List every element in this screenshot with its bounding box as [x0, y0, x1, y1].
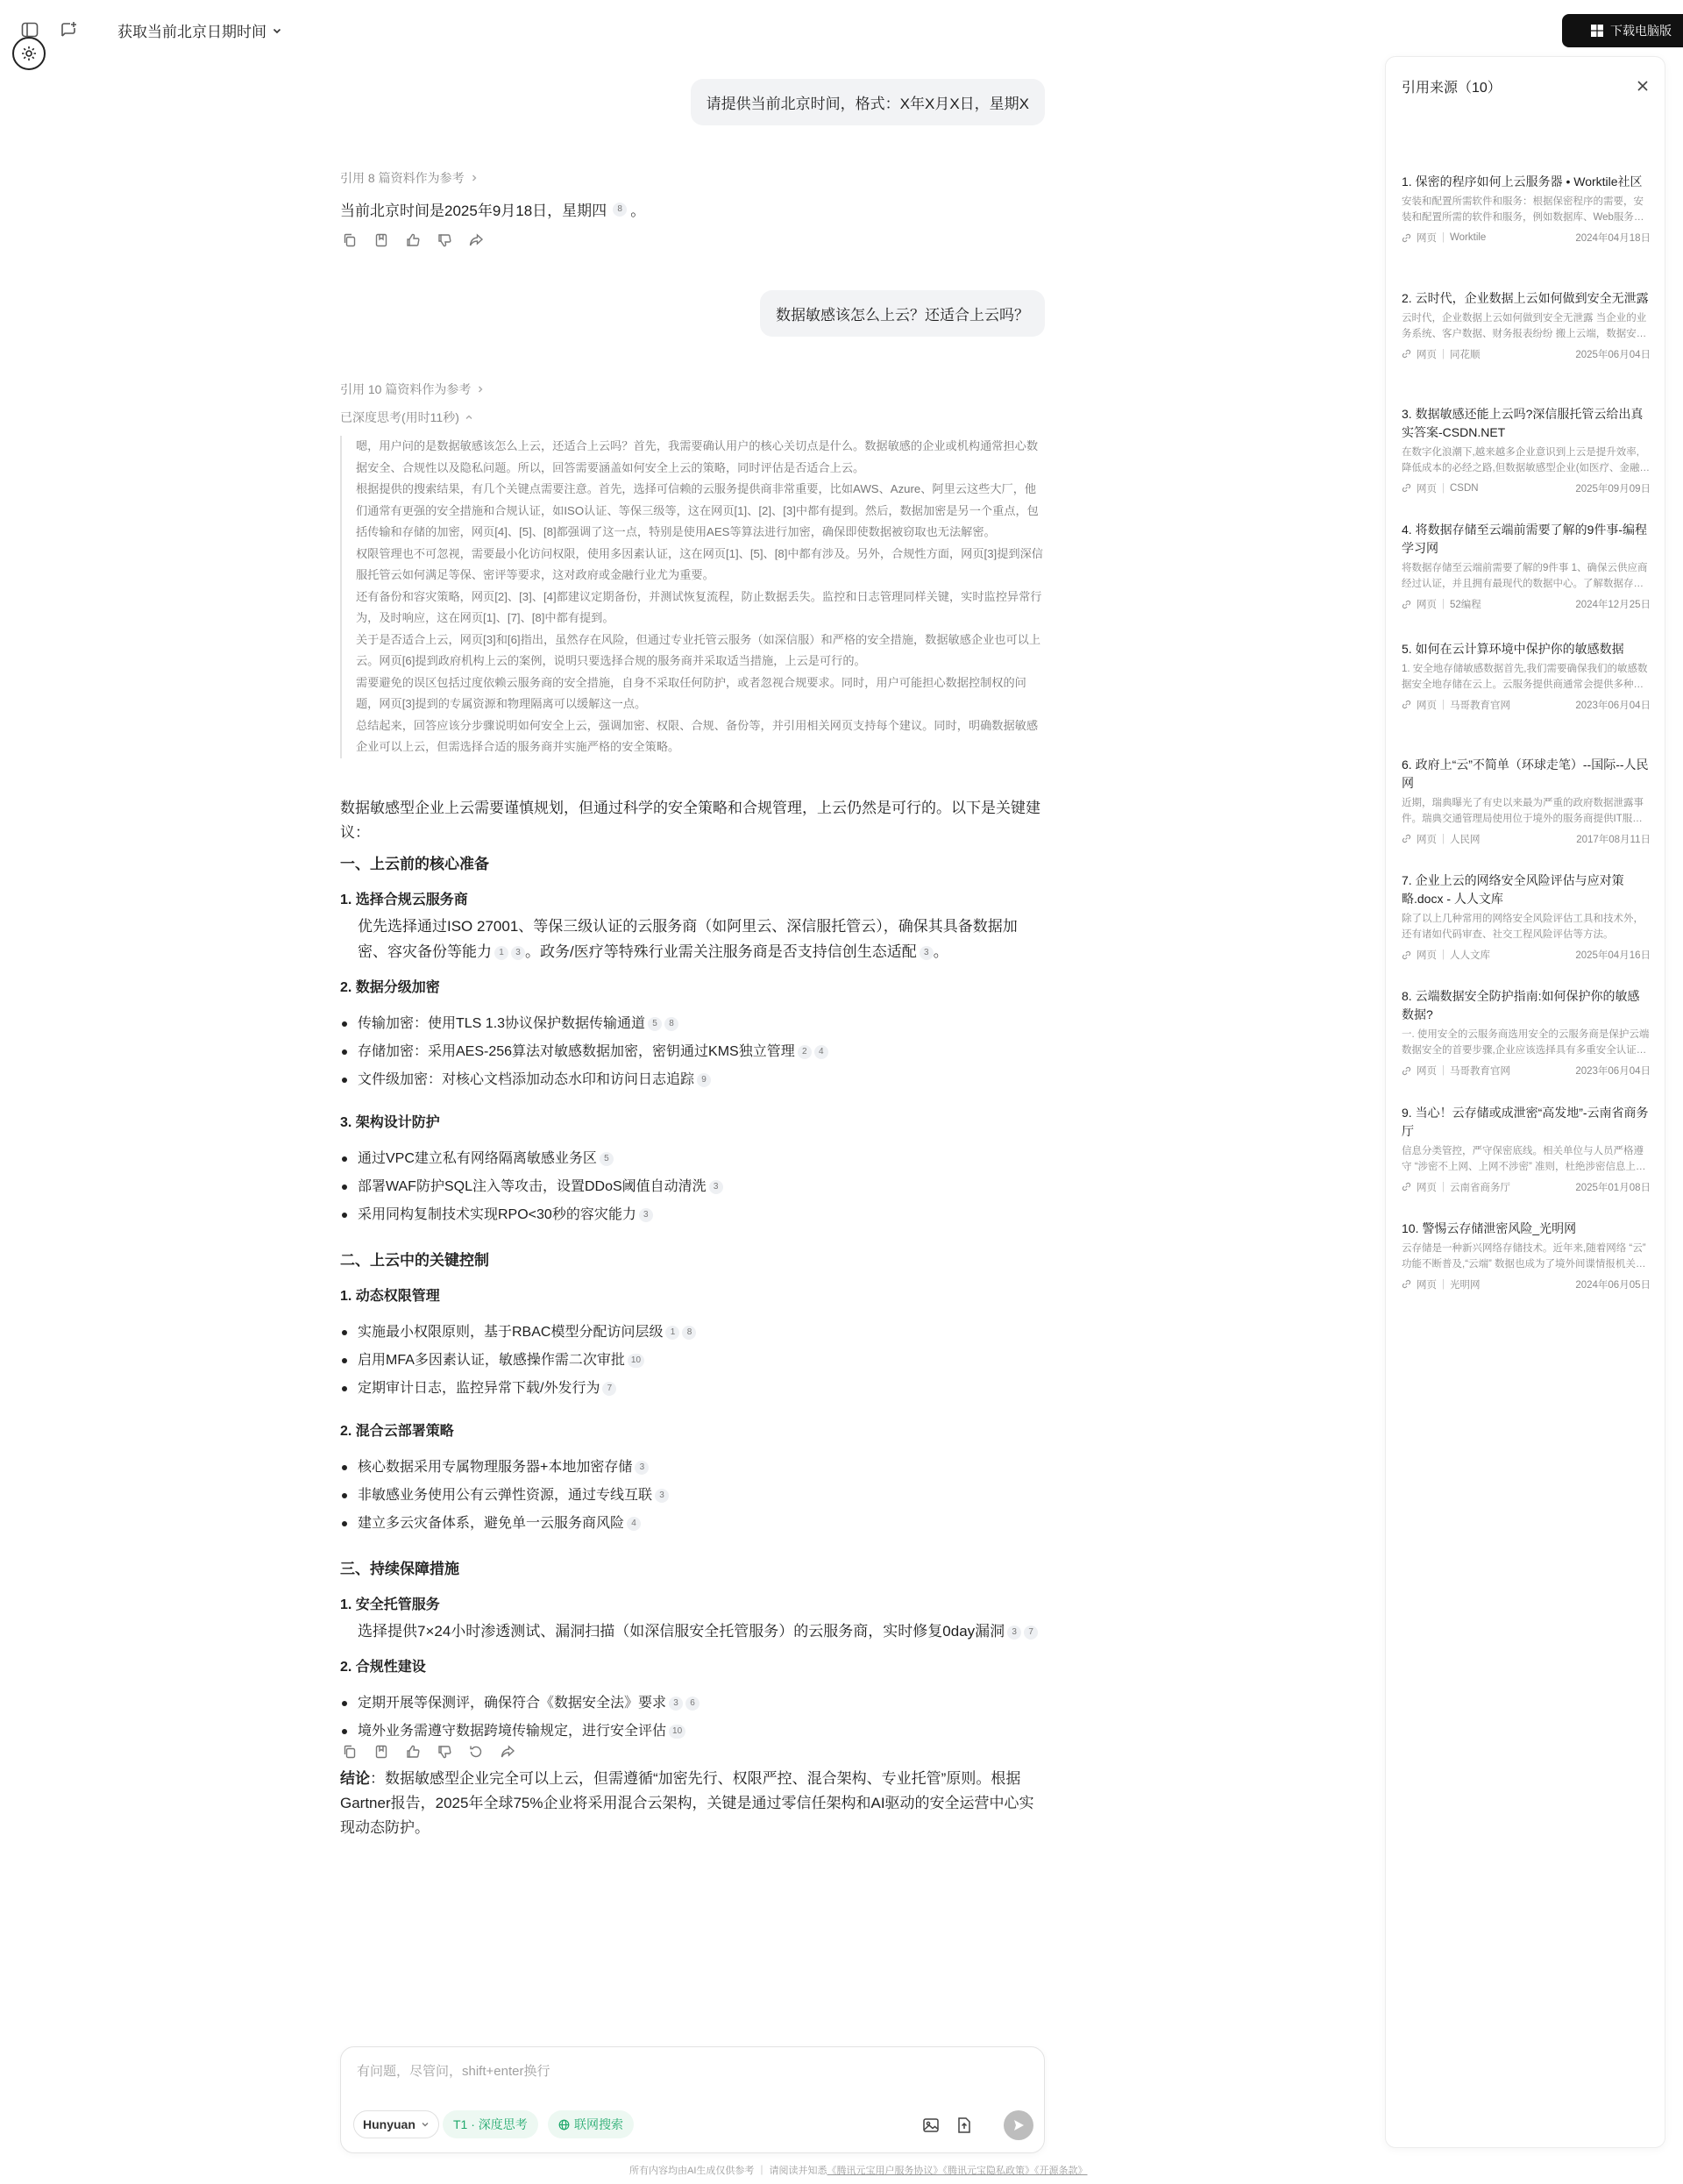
citation-badge[interactable]: 1 [665, 1326, 679, 1340]
list-item-text: 采用同构复制技术实现RPO<30秒的容灾能力 [358, 1207, 636, 1222]
link-icon [1402, 233, 1411, 243]
bullet-list [340, 1010, 1045, 1094]
list-item-text: 传输加密：使用TLS 1.3协议保护数据传输通道 [358, 1016, 646, 1031]
citation-badge[interactable]: 8 [664, 1017, 678, 1031]
send-button[interactable] [1004, 2110, 1033, 2140]
answer-lead: 数据敏感型企业上云需要谨慎规划，但通过科学的安全策略和合规管理，上云仍然是可行的。以下是关键建议： [340, 800, 1040, 841]
separator: | [1442, 1181, 1445, 1192]
deep-think-mode-label: T1 · 深度思考 [453, 2117, 528, 2131]
citation-badge[interactable]: 7 [602, 1382, 616, 1396]
globe-icon [558, 2119, 570, 2131]
citation-badge[interactable]: 8 [682, 1326, 696, 1340]
thinking-content [340, 436, 1045, 758]
model-name: Hunyuan [363, 2117, 415, 2131]
model-selector[interactable] [353, 2110, 439, 2138]
list-item [340, 1375, 1045, 1403]
windows-icon [1591, 25, 1603, 37]
source-date: 2024年06月05日 [1575, 1279, 1651, 1291]
source-site: 马哥教育官网 [1450, 1066, 1510, 1078]
file-upload-icon[interactable] [953, 2114, 976, 2137]
source-item[interactable] [1402, 871, 1651, 962]
list-item [340, 1347, 1045, 1375]
thinking-paragraph: 还有备份和容灾策略，网页[2]、[3]、[4]都建议定期备份，并测试恢复流程，防止数据丢失。监控和日志管理同样关键，实时监控异常行为，及时响应，这在网页[1]、[7]、[8]中都有提到。 [356, 589, 1042, 624]
source-name: 1. 保密的程序如何上云服务器 • Worktile社区 [1402, 174, 1643, 189]
list-item [340, 1201, 1045, 1229]
bullet-list [340, 1319, 1045, 1403]
source-item[interactable] [1402, 173, 1651, 245]
copy-icon[interactable] [340, 1742, 359, 1761]
list-item [340, 1010, 1045, 1038]
citation-badge[interactable]: 9 [697, 1073, 711, 1087]
source-snippet: 近期，瑞典曝光了有史以来最为严重的政府数据泄露事件。瑞典交通管理局使用位于境外的服务商提供IT服 [1402, 797, 1644, 824]
link-icon [1402, 349, 1411, 359]
thinking-paragraph: 需要避免的误区包括过度依赖云服务商的安全措施，自身不采取任何防护，或者忽视合规要求。同时，用户可能担心数据控制权的问题，网页[3]提到的专属资源和物理隔离可以缓解这一点。 [356, 675, 1026, 710]
references-label: 引用 8 篇资料作为参考 [340, 171, 465, 185]
list-item-text: 文件级加密：对核心文档添加动态水印和访问日志追踪 [358, 1072, 695, 1087]
list-item [340, 1145, 1045, 1173]
citation-badge[interactable]: 3 [511, 946, 525, 960]
separator: | [1442, 1278, 1445, 1290]
source-name: 4. 将数据存储至云端前需要了解的9件事-编程学习网 [1402, 523, 1648, 556]
source-date: 2023年06月04日 [1575, 1066, 1651, 1078]
source-snippet: 除了以上几种常用的网络安全风险评估工具和技术外，还有诸如代码审查、社交工程风险评估等方法。 [1402, 914, 1644, 941]
chat-input-box[interactable] [340, 2046, 1045, 2153]
separator: | [1442, 1065, 1445, 1077]
source-snippet: 云存储是一种新兴网络存储技术。近年来,随着网络 “云” 功能不断普及,“云端” 数据也成为了境外间谍情报机关窃 [1402, 1242, 1646, 1270]
link-icon [1402, 600, 1411, 609]
source-item[interactable] [1402, 640, 1651, 712]
chevron-down-icon [272, 25, 282, 36]
subsection-heading: 2. 数据分级加密 [340, 980, 440, 995]
source-meta [1402, 832, 1651, 846]
list-item-text: 实施最小权限原则，基于RBAC模型分配访问层级 [358, 1325, 664, 1340]
chevron-up-icon [465, 413, 473, 422]
send-icon [1012, 2118, 1026, 2132]
source-date: 2024年12月25日 [1575, 600, 1651, 611]
list-item-text: 启用MFA多因素认证，敏感操作需二次审批 [358, 1353, 625, 1368]
citation-badge[interactable]: 6 [685, 1697, 699, 1711]
thumbs-up-icon[interactable] [403, 1742, 423, 1761]
footer-text: 所有内容均由AI生成仅供参考 ｜ 请阅读并知悉 [629, 2166, 827, 2176]
answer-paragraph [340, 1618, 1045, 1644]
settings-button[interactable] [12, 37, 46, 70]
conversation-title-text: 获取当前北京日期时间 [117, 24, 266, 40]
source-site: 马哥教育官网 [1450, 700, 1510, 711]
list-item [340, 1482, 1045, 1510]
source-site: 同花顺 [1450, 349, 1481, 360]
thinking-paragraph: 关于是否适合上云，网页[3]和[6]指出，虽然存在风险，但通过专业托管云服务（如深信服）和严格的安全措施，数据敏感企业也可以上云。网页[6]提到政府机构上云的案例，说明只要选择合规的服务商并采取适当措施，上云是可行的。 [356, 632, 1041, 667]
list-item [340, 1510, 1045, 1538]
citation-badge[interactable]: 2 [798, 1045, 812, 1059]
source-item[interactable] [1402, 1104, 1651, 1194]
source-meta [1402, 231, 1651, 245]
thinking-paragraph: 根据提供的搜索结果，有几个关键点需要注意。首先，选择可信赖的云服务提供商非常重要，比如AWS、Azure、阿里云这些大厂，他们通常有更强的安全措施和合规认证，如ISO认证、等保三级等，这在网页[1]、[2]、[3]中都有提到。然后，数据加密是另一个重点，包括传输和存储的加密，网页[4]、[5]、[8]都强调了这一点，特别是使用AES等算法进行加密，确保即使数据被窃取也无法解密。 [356, 482, 1039, 538]
conclusion-label: 结论 [340, 1770, 370, 1787]
link-icon [1402, 1279, 1411, 1289]
citation-badge[interactable]: 3 [639, 1208, 653, 1222]
source-meta [1402, 347, 1651, 361]
bullet-list [340, 1145, 1045, 1229]
references-toggle-2[interactable] [340, 381, 485, 398]
source-site: Worktile [1450, 232, 1487, 244]
source-site: 人人文库 [1450, 950, 1490, 962]
subsection-heading: 1. 安全托管服务 [340, 1597, 440, 1612]
assistant-answer-2 [340, 796, 1045, 1840]
subsection-heading: 1. 选择合规云服务商 [340, 893, 468, 907]
source-site: 云南省商务厅 [1450, 1182, 1510, 1193]
source-item[interactable] [1402, 987, 1651, 1078]
chevron-down-icon [421, 2120, 430, 2129]
deep-think-mode-button[interactable] [443, 2110, 538, 2138]
source-meta [1402, 1064, 1651, 1078]
source-snippet: 将数据存储至云端前需要了解的9件事 1、确保云供应商经过认证，并且拥有最现代的数据中心。了解数据存储 [1402, 563, 1648, 590]
list-item [340, 1173, 1045, 1201]
source-date: 2023年06月04日 [1575, 700, 1651, 711]
list-item-text: 部署WAF防护SQL注入等攻击，设置DDoS阈值自动清洗 [358, 1179, 707, 1194]
source-snippet: 一. 使用安全的云服务商选用安全的云服务商是保护云端数据安全的首要步骤,企业应该选择具有多重安全认证的 [1402, 1029, 1650, 1056]
conclusion [340, 1767, 1045, 1840]
source-item[interactable] [1402, 756, 1651, 846]
regenerate-icon[interactable] [466, 1742, 486, 1761]
source-item[interactable] [1402, 405, 1651, 495]
list-item-text: 通过VPC建立私有网络隔离敏感业务区 [358, 1151, 597, 1166]
list-item-text: 建立多云灾备体系，避免单一云服务商风险 [358, 1516, 625, 1531]
message-actions [340, 231, 486, 250]
citation-badge[interactable]: 7 [1024, 1626, 1038, 1640]
thinking-paragraph: 权限管理也不可忽视，需要最小化访问权限，使用多因素认证，这在网页[1]、[5]、[8]中都有涉及。另外，合规性方面，网页[3]提到深信服托管云如何满足等保、密评等要求，这对政府或金融行业尤为重要。 [356, 546, 1043, 581]
section-heading: 二、上云中的关键控制 [340, 1252, 489, 1269]
source-meta [1402, 948, 1651, 962]
link-icon [1402, 483, 1411, 493]
link-icon [1402, 1066, 1411, 1076]
source-meta [1402, 1277, 1651, 1291]
separator: | [1442, 833, 1445, 844]
answer-text: 当前北京时间是2025年9月18日，星期四 [340, 203, 607, 219]
citation-badge[interactable]: 3 [709, 1180, 723, 1194]
citation-badge[interactable]: 5 [600, 1152, 614, 1166]
section-heading: 一、上云前的核心准备 [340, 856, 489, 872]
bookmark-icon[interactable] [372, 1742, 391, 1761]
separator: | [1442, 348, 1445, 359]
footer-link-privacy[interactable]: 《腾讯元宝隐私政策》 [942, 2166, 1035, 2176]
source-name: 8. 云端数据安全防护指南:如何保护你的敏感数据? [1402, 989, 1640, 1022]
source-snippet: 云时代，企业数据上云如何做到安全无泄露 当企业的业务系统、客户数据、财务报表纷纷 搬上云端，数据安全 [1402, 312, 1647, 339]
download-desktop-button[interactable] [1562, 14, 1683, 47]
new-chat-icon[interactable] [56, 18, 81, 42]
source-date: 2024年04月18日 [1575, 233, 1651, 245]
source-name: 2. 云时代，企业数据上云如何做到安全无泄露 [1402, 290, 1649, 305]
chevron-right-icon [470, 174, 479, 182]
list-item [340, 1454, 1045, 1482]
citation-badge[interactable]: 3 [635, 1461, 649, 1475]
bookmark-icon[interactable] [372, 231, 391, 250]
paragraph-text: 优先选择通过ISO 27001、等保三级认证的云服务商（如阿里云、深信服托管云），确保其具备数据加密、容灾备份等能力 [358, 918, 1018, 960]
source-meta [1402, 698, 1651, 712]
source-type: 网页 [1417, 600, 1437, 611]
paragraph-text: 。 [933, 943, 948, 960]
sources-title: 引用来源（10） [1402, 81, 1502, 96]
paragraph-text: 。政务/医疗等特殊行业需关注服务商是否支持信创生态适配 [525, 943, 917, 960]
thumbs-down-icon[interactable] [435, 231, 454, 250]
source-type: 网页 [1417, 1182, 1437, 1193]
list-item [340, 1066, 1045, 1094]
citation-badge[interactable]: 4 [627, 1517, 641, 1531]
image-upload-icon[interactable] [920, 2114, 942, 2137]
message-actions-2 [340, 1742, 517, 1761]
source-site: CSDN [1450, 482, 1479, 494]
source-meta [1402, 481, 1651, 495]
citation-badge[interactable]: 8 [613, 203, 627, 217]
link-icon [1402, 1182, 1411, 1192]
source-site: 人民网 [1450, 834, 1481, 845]
web-search-button[interactable] [548, 2110, 634, 2138]
list-item-text: 定期审计日志，监控异常下载/外发行为 [358, 1381, 600, 1396]
gear-icon [20, 45, 38, 62]
list-item-text: 定期开展等保测评，确保符合《数据安全法》要求 [358, 1696, 667, 1711]
thumbs-up-icon[interactable] [403, 231, 423, 250]
citation-badge[interactable]: 3 [920, 946, 934, 960]
source-type: 网页 [1417, 834, 1437, 845]
source-type: 网页 [1417, 700, 1437, 711]
copy-icon[interactable] [340, 231, 359, 250]
footer-disclaimer [629, 2163, 1088, 2177]
footer-link-terms[interactable]: 《腾讯元宝用户服务协议》 [827, 2166, 943, 2176]
separator: | [1442, 232, 1445, 244]
source-site: 光明网 [1450, 1279, 1481, 1291]
source-date: 2025年04月16日 [1575, 950, 1651, 962]
list-item [340, 1690, 1045, 1718]
subsection-heading: 1. 动态权限管理 [340, 1289, 440, 1304]
top-bar [0, 0, 1683, 61]
list-item-text: 非敏感业务使用公有云弹性资源，通过专线互联 [358, 1488, 653, 1503]
source-name: 10. 警惕云存储泄密风险_光明网 [1402, 1220, 1577, 1235]
list-item [340, 1319, 1045, 1347]
references-toggle[interactable] [340, 169, 479, 187]
separator: | [1442, 599, 1445, 610]
user-message-2: 数据敏感该怎么上云？还适合上云吗？ [760, 290, 1045, 337]
share-icon[interactable] [466, 231, 486, 250]
source-snippet: 信息分类管控，严守保密底线。相关单位与人员严格遵守 “涉密不上网、上网不涉密” 准则，杜绝涉密信息上传 [1402, 1145, 1646, 1172]
source-date: 2017年08月11日 [1576, 834, 1651, 845]
source-type: 网页 [1417, 233, 1437, 245]
source-name: 5. 如何在云计算环境中保护你的敏感数据 [1402, 641, 1624, 656]
list-item [340, 1038, 1045, 1066]
thumbs-down-icon[interactable] [435, 1742, 454, 1761]
link-icon [1402, 950, 1411, 960]
subsection-heading: 3. 架构设计防护 [340, 1115, 440, 1130]
source-snippet: 在数字化浪潮下,越来越多企业意识到上云是提升效率, 降低成本的必经之路,但数据敏感型企业(如医疗、金融) [1402, 446, 1644, 473]
separator: | [1442, 699, 1445, 710]
assistant-answer [340, 198, 645, 220]
subsection-heading: 2. 混合云部署策略 [340, 1424, 454, 1439]
answer-paragraph [340, 914, 1045, 964]
separator: | [1442, 950, 1445, 961]
answer-end: 。 [630, 203, 646, 219]
thinking-paragraph: 嗯，用户问的是数据敏感该怎么上云，还适合上云吗？首先，我需要确认用户的核心关切点是什么。数据敏感的企业或机构通常担心数据安全、合规性以及隐私问题。所以，回答需要涵盖如何安全上云的策略，同时评估是否适合上云。 [356, 439, 1039, 474]
citation-badge[interactable]: 10 [628, 1354, 644, 1368]
subsection-heading: 2. 合规性建设 [340, 1660, 426, 1675]
citation-badge[interactable]: 3 [1007, 1626, 1021, 1640]
paragraph-text: 选择提供7×24小时渗透测试、漏洞扫描（如深信服安全托管服务）的云服务商，实时修复0day漏洞 [358, 1623, 1005, 1640]
section-heading: 三、持续保障措施 [340, 1561, 459, 1577]
source-name: 3. 数据敏感还能上云吗?深信服托管云给出真实答案-CSDN.NET [1402, 406, 1644, 439]
bullet-list [340, 1454, 1045, 1538]
source-name: 7. 企业上云的网络安全风险评估与应对策略.docx - 人人文库 [1402, 873, 1624, 907]
source-meta [1402, 597, 1651, 611]
user-message: 请提供当前北京时间，格式：X年X月X日，星期X [691, 79, 1045, 125]
source-name: 9. 当心！云存储或成泄密“高发地”-云南省商务厅 [1402, 1105, 1649, 1138]
citation-badge[interactable]: 5 [648, 1017, 662, 1031]
deep-think-label: 已深度思考(用时11秒) [340, 410, 459, 424]
list-item-text: 境外业务需遵守数据跨境传输规定，进行安全评估 [358, 1724, 667, 1739]
citation-badge[interactable]: 4 [814, 1045, 828, 1059]
share-icon[interactable] [498, 1742, 517, 1761]
chevron-right-icon [476, 385, 485, 394]
deep-think-toggle[interactable] [340, 409, 473, 426]
list-item-text: 存储加密：采用AES-256算法对敏感数据加密，密钥通过KMS独立管理 [358, 1044, 795, 1059]
separator: | [1442, 482, 1445, 494]
citation-badge[interactable]: 10 [669, 1725, 685, 1739]
web-search-label: 联网搜索 [574, 2117, 623, 2131]
conclusion-text: ：数据敏感型企业完全可以上云，但需遵循“加密先行、权限严控、混合架构、专业托管”原则。根据Gartner报告，2025年全球75%企业将采用混合云架构，关键是通过零信任架构和AI驱动的安全运营中心实现动态防护。 [340, 1770, 1034, 1836]
source-type: 网页 [1417, 1066, 1437, 1078]
source-date: 2025年01月08日 [1575, 1182, 1651, 1193]
thinking-paragraph: 总结起来，回答应该分步骤说明如何安全上云，强调加密、权限、合规、备份等，并引用相关网页支持每个建议。同时，明确数据敏感企业可以上云，但需选择合适的服务商并实施严格的安全策略。 [356, 718, 1039, 753]
link-icon [1402, 700, 1411, 709]
download-label: 下载电脑版 [1610, 24, 1672, 38]
source-snippet: 安装和配置所需软件和服务：根据保密程序的需要，安装和配置所需的软件和服务，例如数据库、Web服务 [1402, 196, 1644, 224]
footer-link-opensource[interactable]: 《开源条款》 [1034, 2166, 1088, 2176]
source-item[interactable] [1402, 1220, 1651, 1291]
source-item[interactable] [1402, 289, 1651, 361]
source-date: 2025年09月09日 [1575, 483, 1651, 494]
source-type: 网页 [1417, 483, 1437, 494]
link-icon [1402, 834, 1411, 843]
source-type: 网页 [1417, 950, 1437, 962]
citation-badge[interactable]: 1 [494, 946, 508, 960]
citation-badge[interactable]: 3 [655, 1489, 669, 1503]
sources-panel [1385, 56, 1665, 2148]
source-meta [1402, 1180, 1651, 1194]
bullet-list [340, 1690, 1045, 1746]
references-label-2: 引用 10 篇资料作为参考 [340, 382, 472, 396]
conversation-title[interactable] [117, 19, 282, 41]
source-snippet: 1. 安全地存储敏感数据首先,我们需要确保我们的敏感数据安全地存储在云上。云服务提供商通常会提供多种存 [1402, 663, 1648, 690]
source-item[interactable] [1402, 521, 1651, 611]
citation-badge[interactable]: 3 [669, 1697, 683, 1711]
source-name: 6. 政府上“云”不简单（环球走笔）--国际--人民网 [1402, 757, 1649, 790]
chat-input[interactable]: 有问题，尽管问，shift+enter换行 [357, 2064, 550, 2079]
close-icon[interactable] [1635, 78, 1651, 94]
source-date: 2025年06月04日 [1575, 349, 1651, 360]
list-item-text: 核心数据采用专属物理服务器+本地加密存储 [358, 1460, 633, 1475]
source-site: 52编程 [1450, 600, 1481, 611]
source-type: 网页 [1417, 349, 1437, 360]
source-type: 网页 [1417, 1279, 1437, 1291]
